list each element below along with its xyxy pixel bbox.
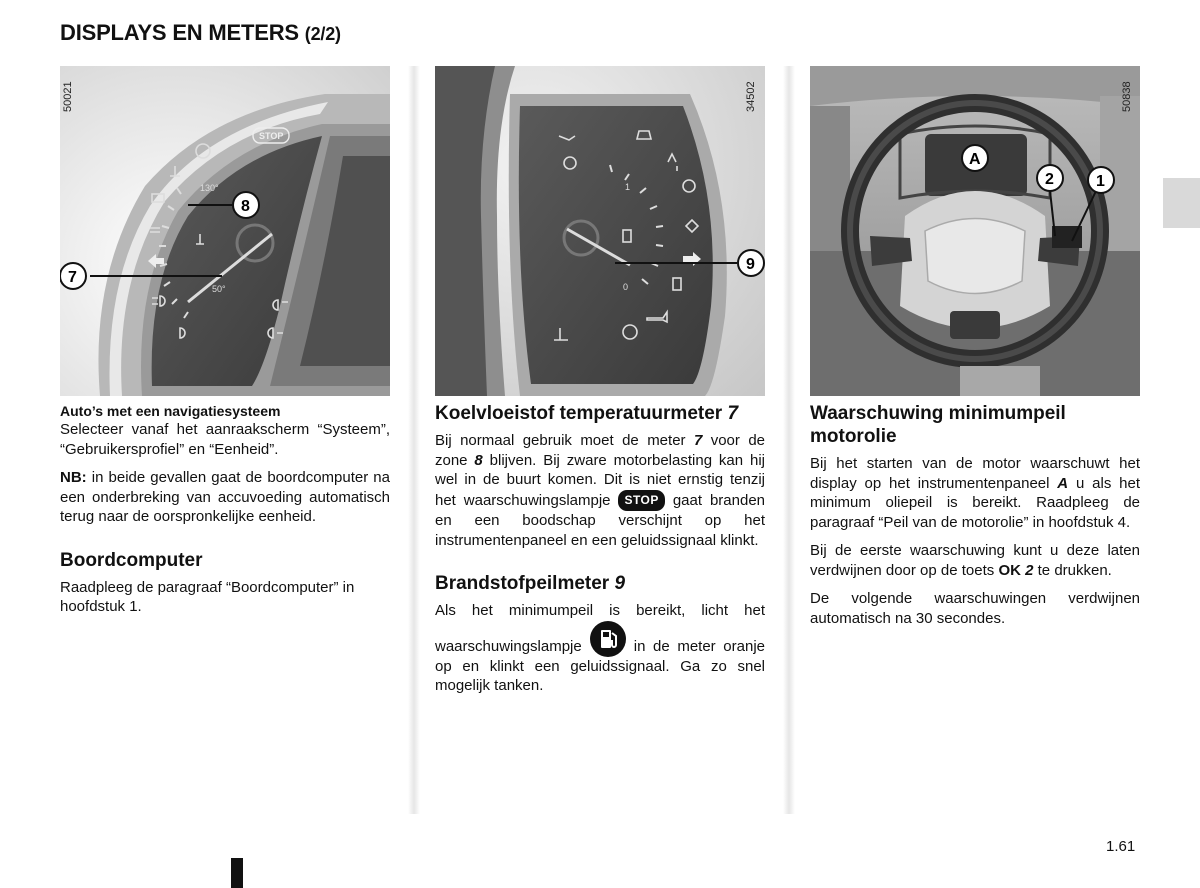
figure-code: 50021	[62, 81, 74, 112]
column-1	[60, 402, 390, 626]
callout-8-label: 8	[241, 198, 250, 215]
coolant-ref-8: 8	[474, 451, 483, 469]
oil-paragraph-1	[810, 454, 1140, 532]
nav-heading: Auto’s met een navigatiesysteem	[60, 403, 281, 419]
page-edge-mark	[231, 858, 243, 888]
nb-label: NB:	[60, 469, 87, 486]
coolant-text-d: gaat branden en een boodschap verschijnt op het instrumentenpaneel en een geluidssignaal klinkt.	[435, 491, 765, 549]
oil-text-c: Bij de eerste waarschuwing kunt u deze laten verdwijnen door op de toets	[810, 542, 1140, 579]
fuel-text-a: Als het minimumpeil is bereikt, licht het waarschuwingslampje	[435, 602, 765, 655]
oil-text-d: te drukken.	[1033, 561, 1112, 579]
fuel-gauge-figure	[435, 66, 765, 396]
fuel-text-b: in de meter oranje op en klinkt een geluidssignaal. Ga zo snel mogelijk tanken.	[435, 637, 765, 694]
ok-key-label: OK	[998, 561, 1021, 579]
callout-1-label: 1	[1096, 173, 1105, 190]
page-title	[60, 20, 341, 46]
column-2	[435, 402, 765, 705]
coolant-text-c: blijven. Bij zware motorbelasting kan hij wel in de buurt komen. Dit is niet ernstig tenzij het waarschuwingslampje	[435, 451, 765, 509]
fuel-heading-text: Brandstofpeilmeter	[435, 573, 610, 594]
steering-wheel-illustration	[810, 66, 1140, 396]
tick-label-high: 130°	[200, 183, 219, 193]
coolant-text-a: Bij normaal gebruik moet de meter	[435, 432, 694, 449]
fuel-heading	[435, 572, 765, 595]
dashboard-figure	[810, 66, 1140, 396]
callout-9-label: 9	[746, 256, 755, 273]
oil-text-b: u als het minimum oliepeil is bereikt. Raadpleeg de paragraaf “Peil van de motorolie” in hoofdstuk 4.	[810, 474, 1140, 531]
tick-label-full: 1	[625, 182, 631, 192]
oil-ref-2: 2	[1025, 561, 1034, 579]
page-title-part: (2/2)	[304, 24, 341, 44]
callout-2-label: 2	[1045, 171, 1054, 188]
oil-text-a: Bij het starten van de motor waarschuwt het display op het instrumentenpaneel	[810, 455, 1140, 492]
coolant-gauge-figure	[60, 66, 390, 396]
tick-label-empty: 0	[623, 282, 629, 292]
tick-label-low: 50°	[212, 284, 226, 294]
oil-heading: Waarschuwing minimumpeil motorolie	[810, 403, 1066, 447]
callout-7-label: 7	[68, 269, 77, 286]
boordcomputer-paragraph: Raadpleeg de paragraaf “Boordcomputer” in hoofdstuk 1.	[60, 578, 355, 615]
nav-paragraph: Selecteer vanaf het aanraakscherm “Systeem”, “Gebruikersprofiel” en “Eenheid”.	[60, 421, 390, 458]
coolant-text-b: voor de zone	[435, 432, 765, 469]
coolant-paragraph	[435, 431, 765, 550]
fuel-warning-icon	[590, 621, 626, 657]
stop-light-label: STOP	[259, 131, 284, 141]
coolant-heading-text: Koelvloeistof temperatuurmeter	[435, 403, 723, 424]
page-title-text: DISPLAYS EN METERS	[60, 20, 299, 45]
oil-ref-a: A	[1057, 474, 1069, 492]
oil-paragraph-2	[810, 541, 1140, 580]
page-number: 1.61	[1106, 838, 1136, 855]
coolant-heading-number: 7	[727, 403, 739, 424]
figure-code: 34502	[745, 81, 757, 112]
coolant-heading	[435, 402, 765, 425]
coolant-ref-7: 7	[693, 432, 703, 449]
column-separator	[783, 66, 795, 814]
coolant-gauge-illustration	[60, 66, 390, 396]
nb-paragraph	[60, 468, 390, 527]
fuel-heading-number: 9	[614, 573, 626, 594]
nb-text: in beide gevallen gaat de boordcomputer na een onderbreking van accuvoeding automatisch terug naar de oorspronkelijke eenheid.	[60, 469, 390, 525]
boordcomputer-heading: Boordcomputer	[60, 549, 203, 571]
stop-warning-pill: STOP	[618, 490, 664, 512]
figure-code: 50838	[1121, 81, 1133, 112]
chapter-tab-marker	[1163, 178, 1200, 228]
column-separator	[408, 66, 420, 814]
oil-paragraph-3: De volgende waarschuwingen verdwijnen automatisch na 30 secondes.	[810, 590, 1140, 627]
callout-a-label: A	[969, 151, 981, 168]
fuel-gauge-illustration	[435, 66, 765, 396]
fuel-paragraph	[435, 601, 765, 696]
column-3	[810, 402, 1140, 637]
